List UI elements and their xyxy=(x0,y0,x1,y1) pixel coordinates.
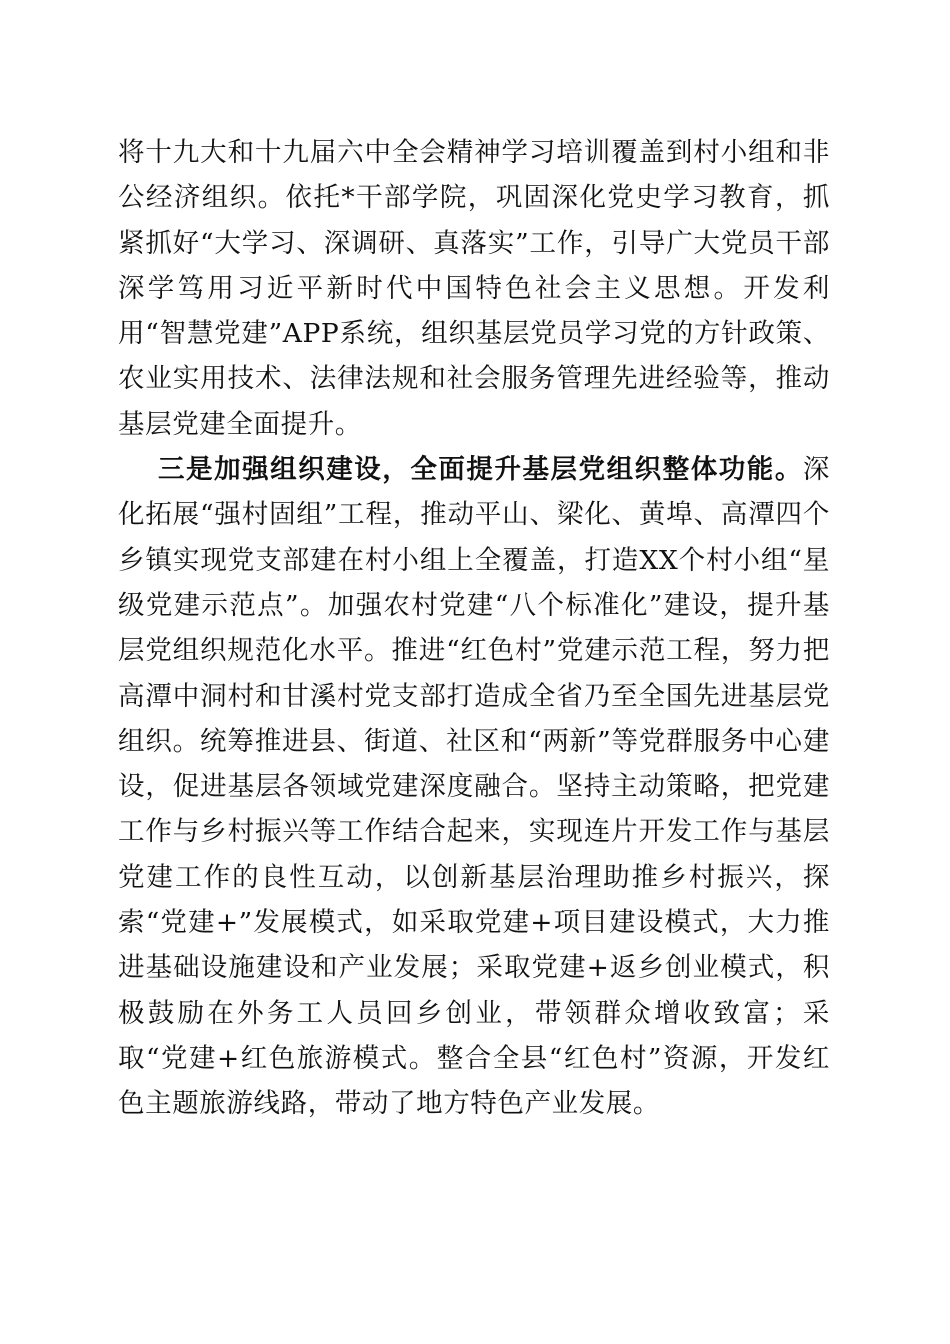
paragraph-1 xyxy=(118,130,830,447)
paragraph-2-text: 深化拓展“强村固组”工程，推动平山、梁化、黄埠、高潭四个乡镇实现党支部建在村小组上全覆盖，打造XX个村小组“星级党建示范点”。加强农村党建“八个标准化”建设，提升基层党组织规范化水平。推进“红色村”党建示范工程，努力把高潭中洞村和甘溪村党支部打造成全省乃至全国先进基层党组织。统筹推进县、街道、社区和“两新”等党群服务中心建设，促进基层各领域党建深度融合。坚持主动策略，把党建工作与乡村振兴等工作结合起来，实现连片开发工作与基层党建工作的良性互动，以创新基层治理助推乡村振兴，探索“党建+”发展模式，如采取党建+项目建设模式，大力推进基础设施建设和产业发展；采取党建+返乡创业模式，积极鼓励在外务工人员回乡创业，带领群众增收致富；采取“党建+红色旅游模式。整合全县“红色村”资源，开发红色主题旅游线路，带动了地方特色产业发展。 xyxy=(118,454,830,1120)
paragraph-1-text: 将十九大和十九届六中全会精神学习培训覆盖到村小组和非公经济组织。依托*干部学院，巩固深化党史学习教育，抓紧抓好“大学习、深调研、真落实”工作，引导广大党员干部深学笃用习近平新时代中国特色社会主义思想。开发利用“智慧党建”APP系统，组织基层党员学习党的方针政策、农业实用技术、法律法规和社会服务管理先进经验等，推动基层党建全面提升。 xyxy=(118,137,830,440)
paragraph-2-lead: 三是加强组织建设，全面提升基层党组织整体功能。 xyxy=(158,454,803,486)
document-body xyxy=(118,130,830,1127)
paragraph-2 xyxy=(118,447,830,1126)
